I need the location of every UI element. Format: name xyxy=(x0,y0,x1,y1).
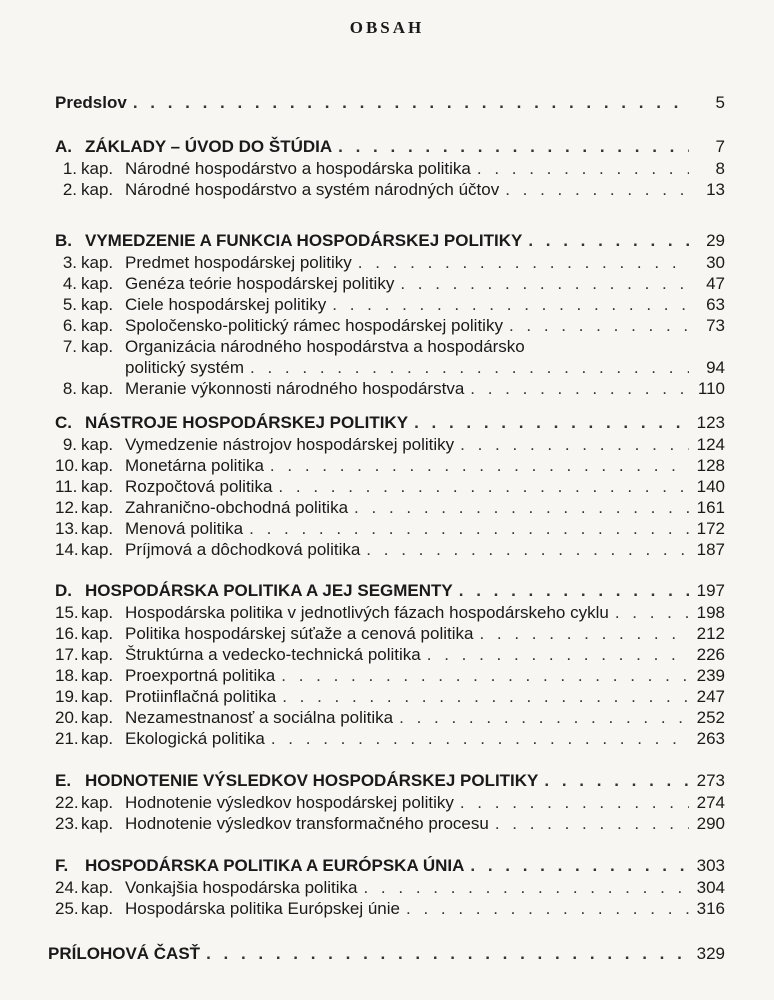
toc-section[interactable] xyxy=(55,412,725,434)
chapter-kap: kap. xyxy=(81,337,114,356)
section-letter: C. xyxy=(55,413,72,432)
section-title: NÁSTROJE HOSPODÁRSKEJ POLITIKY xyxy=(85,413,409,432)
chapter-kap: kap. xyxy=(81,316,114,335)
chapter-kap: kap. xyxy=(81,519,114,538)
leader-dots xyxy=(470,855,689,877)
chapter-kap: kap. xyxy=(81,624,114,643)
chapter-title: Hospodárska politika Európskej únie xyxy=(125,899,400,918)
leader-dots xyxy=(615,602,689,624)
leader-dots xyxy=(282,686,689,708)
page-number: 94 xyxy=(706,358,725,377)
toc-chapter[interactable] xyxy=(55,294,725,316)
page-number: 212 xyxy=(696,624,725,643)
chapter-title: Proexportná politika xyxy=(125,666,276,685)
chapter-kap: kap. xyxy=(81,379,114,398)
section-letter: A. xyxy=(55,137,72,156)
toc-chapter-continuation[interactable] xyxy=(125,357,725,379)
chapter-number: 13. xyxy=(55,519,79,538)
chapter-number: 17. xyxy=(55,645,79,664)
toc-chapter[interactable] xyxy=(55,623,725,645)
leader-dots xyxy=(528,230,689,252)
toc-chapter[interactable] xyxy=(55,378,725,400)
section-title: HODNOTENIE VÝSLEDKOV HOSPODÁRSKEJ POLITIKY xyxy=(85,771,539,790)
page-number: 172 xyxy=(696,519,725,538)
page-number: 63 xyxy=(706,295,725,314)
chapter-number: 6. xyxy=(62,316,77,335)
leader-dots xyxy=(271,728,689,750)
section-letter: D. xyxy=(55,581,72,600)
page-number: 29 xyxy=(706,231,725,250)
toc-chapter[interactable] xyxy=(55,644,725,666)
chapter-title: Predmet hospodárskej politiky xyxy=(125,253,352,272)
chapter-title: Politika hospodárskej súťaže a cenová politika xyxy=(125,624,474,643)
page-number: 161 xyxy=(696,498,725,517)
page-number: 5 xyxy=(715,93,725,112)
leader-dots xyxy=(358,252,689,274)
chapter-number: 10. xyxy=(55,456,79,475)
toc-chapter[interactable] xyxy=(55,665,725,687)
leader-dots xyxy=(338,136,689,158)
chapter-kap: kap. xyxy=(81,603,114,622)
chapter-kap: kap. xyxy=(81,793,114,812)
appendix-label: PRÍLOHOVÁ ČASŤ xyxy=(48,944,201,963)
chapter-title: Rozpočtová politika xyxy=(125,477,273,496)
toc-chapter[interactable] xyxy=(55,315,725,337)
chapter-number: 11. xyxy=(55,477,78,496)
chapter-title: Ekologická politika xyxy=(125,729,265,748)
toc-chapter[interactable] xyxy=(55,813,725,835)
section-letter: E. xyxy=(55,771,72,790)
chapter-title: Menová politika xyxy=(125,519,244,538)
chapter-number: 20. xyxy=(55,708,79,727)
toc-section[interactable] xyxy=(55,230,725,252)
toc-chapter[interactable] xyxy=(55,455,725,477)
toc-chapter[interactable] xyxy=(55,707,725,729)
page-number: 140 xyxy=(696,477,725,496)
toc-chapter[interactable] xyxy=(55,518,725,540)
page-number: 303 xyxy=(696,856,725,875)
toc-section[interactable] xyxy=(55,855,725,877)
section-title: ZÁKLADY – ÚVOD DO ŠTÚDIA xyxy=(85,137,333,156)
leader-dots xyxy=(133,92,689,114)
leader-dots xyxy=(505,179,689,201)
page-number: 197 xyxy=(696,581,725,600)
page-number: 273 xyxy=(696,771,725,790)
chapter-title: Genéza teórie hospodárskej politiky xyxy=(125,274,395,293)
chapter-number: 4. xyxy=(62,274,77,293)
chapter-number: 1. xyxy=(62,159,77,178)
chapter-kap: kap. xyxy=(81,878,114,897)
page-number: 187 xyxy=(696,540,725,559)
chapter-kap: kap. xyxy=(81,687,114,706)
toc-chapter[interactable] xyxy=(55,539,725,561)
chapter-number: 9. xyxy=(62,435,77,454)
leader-dots xyxy=(459,580,689,602)
chapter-number: 5. xyxy=(62,295,77,314)
leader-dots xyxy=(427,644,689,666)
page-number: 13 xyxy=(706,180,725,199)
chapter-title: Národné hospodárstvo a hospodárska politika xyxy=(125,159,471,178)
leader-dots xyxy=(206,943,689,965)
chapter-kap: kap. xyxy=(81,540,114,559)
page-number: 30 xyxy=(706,253,725,272)
chapter-title: Hodnotenie výsledkov hospodárskej politiky xyxy=(125,793,454,812)
leader-dots xyxy=(400,273,689,295)
chapter-kap: kap. xyxy=(81,498,114,517)
chapter-number: 16. xyxy=(55,624,79,643)
chapter-number: 21. xyxy=(55,729,79,748)
page-number: 247 xyxy=(696,687,725,706)
page-number: 329 xyxy=(696,944,725,963)
leader-dots xyxy=(249,518,689,540)
chapter-number: 19. xyxy=(55,687,79,706)
leader-dots xyxy=(363,877,689,899)
chapter-title: Príjmová a dôchodková politika xyxy=(125,540,361,559)
chapter-title: Štruktúrna a vedecko-technická politika xyxy=(125,645,421,664)
page-number: 7 xyxy=(715,137,725,156)
chapter-kap: kap. xyxy=(81,814,114,833)
toc-section[interactable] xyxy=(55,770,725,792)
leader-dots xyxy=(477,158,689,180)
toc-chapter[interactable] xyxy=(55,158,725,180)
page-number: 8 xyxy=(715,159,725,178)
chapter-kap: kap. xyxy=(81,729,114,748)
chapter-title: Hodnotenie výsledkov transformačného procesu xyxy=(125,814,489,833)
page-number: 110 xyxy=(697,379,725,398)
chapter-number: 22. xyxy=(55,793,79,812)
page-number: 123 xyxy=(696,413,725,432)
chapter-kap: kap. xyxy=(81,435,114,454)
leader-dots xyxy=(544,770,689,792)
toc-chapter[interactable] xyxy=(55,434,725,456)
page-number: 226 xyxy=(696,645,725,664)
page-number: 239 xyxy=(696,666,725,685)
preface-label: Predslov xyxy=(55,93,127,112)
chapter-number: 7. xyxy=(62,337,77,356)
chapter-number: 24. xyxy=(55,878,79,897)
chapter-number: 3. xyxy=(62,253,77,272)
page-number: 263 xyxy=(696,729,725,748)
section-title: VYMEDZENIE A FUNKCIA HOSPODÁRSKEJ POLITIKY xyxy=(85,231,523,250)
page-number: 304 xyxy=(696,878,725,897)
chapter-title: Nezamestnanosť a sociálna politika xyxy=(125,708,394,727)
leader-dots xyxy=(270,455,689,477)
chapter-title: Vymedzenie nástrojov hospodárskej politiky xyxy=(125,435,455,454)
page-number: 274 xyxy=(696,793,725,812)
chapter-kap: kap. xyxy=(81,645,114,664)
leader-dots xyxy=(460,434,689,456)
chapter-number: 23. xyxy=(55,814,79,833)
chapter-number: 2. xyxy=(62,180,77,199)
toc-chapter[interactable] xyxy=(55,273,725,295)
page-number: 128 xyxy=(696,456,725,475)
chapter-title: Vonkajšia hospodárska politika xyxy=(125,878,358,897)
toc-chapter[interactable] xyxy=(55,497,725,519)
leader-dots xyxy=(332,294,689,316)
page-title: OBSAH xyxy=(349,18,425,37)
chapter-kap: kap. xyxy=(81,477,114,496)
toc-chapter[interactable] xyxy=(55,602,725,624)
chapter-kap: kap. xyxy=(81,899,114,918)
chapter-title: Protiinflačná politika xyxy=(125,687,277,706)
page-number: 290 xyxy=(696,814,725,833)
toc-chapter[interactable] xyxy=(55,179,725,201)
section-title: HOSPODÁRSKA POLITIKA A JEJ SEGMENTY xyxy=(85,581,453,600)
chapter-number: 14. xyxy=(55,540,79,559)
page-number: 252 xyxy=(696,708,725,727)
chapter-kap: kap. xyxy=(81,253,114,272)
leader-dots xyxy=(509,315,689,337)
chapter-kap: kap. xyxy=(81,456,114,475)
toc-chapter[interactable] xyxy=(55,252,725,274)
chapter-number: 15. xyxy=(55,603,79,622)
chapter-title: Zahranično-obchodná politika xyxy=(125,498,349,517)
section-letter: F. xyxy=(55,856,69,875)
toc-chapter[interactable] xyxy=(55,898,725,920)
chapter-kap: kap. xyxy=(81,180,114,199)
toc-preface[interactable] xyxy=(55,92,725,114)
leader-dots xyxy=(406,898,689,920)
chapter-title: Ciele hospodárskej politiky xyxy=(125,295,327,314)
chapter-number: 8. xyxy=(62,379,77,398)
toc-chapter[interactable] xyxy=(55,686,725,708)
leader-dots xyxy=(470,378,689,400)
page-number: 73 xyxy=(706,316,725,335)
chapter-kap: kap. xyxy=(81,708,114,727)
leader-dots xyxy=(460,792,689,814)
chapter-title: Národné hospodárstvo a systém národných účtov xyxy=(125,180,500,199)
chapter-kap: kap. xyxy=(81,666,114,685)
toc-chapter[interactable] xyxy=(55,728,725,750)
chapter-title: Meranie výkonnosti národného hospodárstva xyxy=(125,379,465,398)
toc-section[interactable] xyxy=(55,136,725,158)
chapter-number: 18. xyxy=(55,666,79,685)
chapter-title: Monetárna politika xyxy=(125,456,264,475)
leader-dots xyxy=(354,497,689,519)
chapter-kap: kap. xyxy=(81,159,114,178)
chapter-title: Hospodárska politika v jednotlivých fázach hospodárskeho cyklu xyxy=(125,603,609,622)
toc-chapter[interactable] xyxy=(55,476,725,498)
toc-chapter[interactable] xyxy=(55,336,725,358)
toc-chapter[interactable] xyxy=(55,877,725,899)
page-number: 47 xyxy=(706,274,725,293)
chapter-kap: kap. xyxy=(81,274,114,293)
toc-chapter[interactable] xyxy=(55,792,725,814)
leader-dots xyxy=(479,623,689,645)
leader-dots xyxy=(414,412,689,434)
chapter-number: 12. xyxy=(55,498,79,517)
page-number: 198 xyxy=(696,603,725,622)
chapter-title: Organizácia národného hospodárstva a hospodársko xyxy=(125,337,525,356)
leader-dots xyxy=(278,476,689,498)
leader-dots xyxy=(495,813,689,835)
chapter-kap: kap. xyxy=(81,295,114,314)
leader-dots xyxy=(281,665,689,687)
page-number: 124 xyxy=(696,435,725,454)
toc-section[interactable] xyxy=(55,580,725,602)
chapter-number: 25. xyxy=(55,899,79,918)
leader-dots xyxy=(366,539,689,561)
toc-appendix[interactable] xyxy=(48,943,725,965)
page-number: 316 xyxy=(696,899,725,918)
chapter-title-cont: politický systém xyxy=(125,358,245,377)
chapter-title: Spoločensko-politický rámec hospodárskej politiky xyxy=(125,316,503,335)
leader-dots xyxy=(250,357,689,379)
section-letter: B. xyxy=(55,231,72,250)
section-title: HOSPODÁRSKA POLITIKA A EURÓPSKA ÚNIA xyxy=(85,856,465,875)
leader-dots xyxy=(399,707,689,729)
